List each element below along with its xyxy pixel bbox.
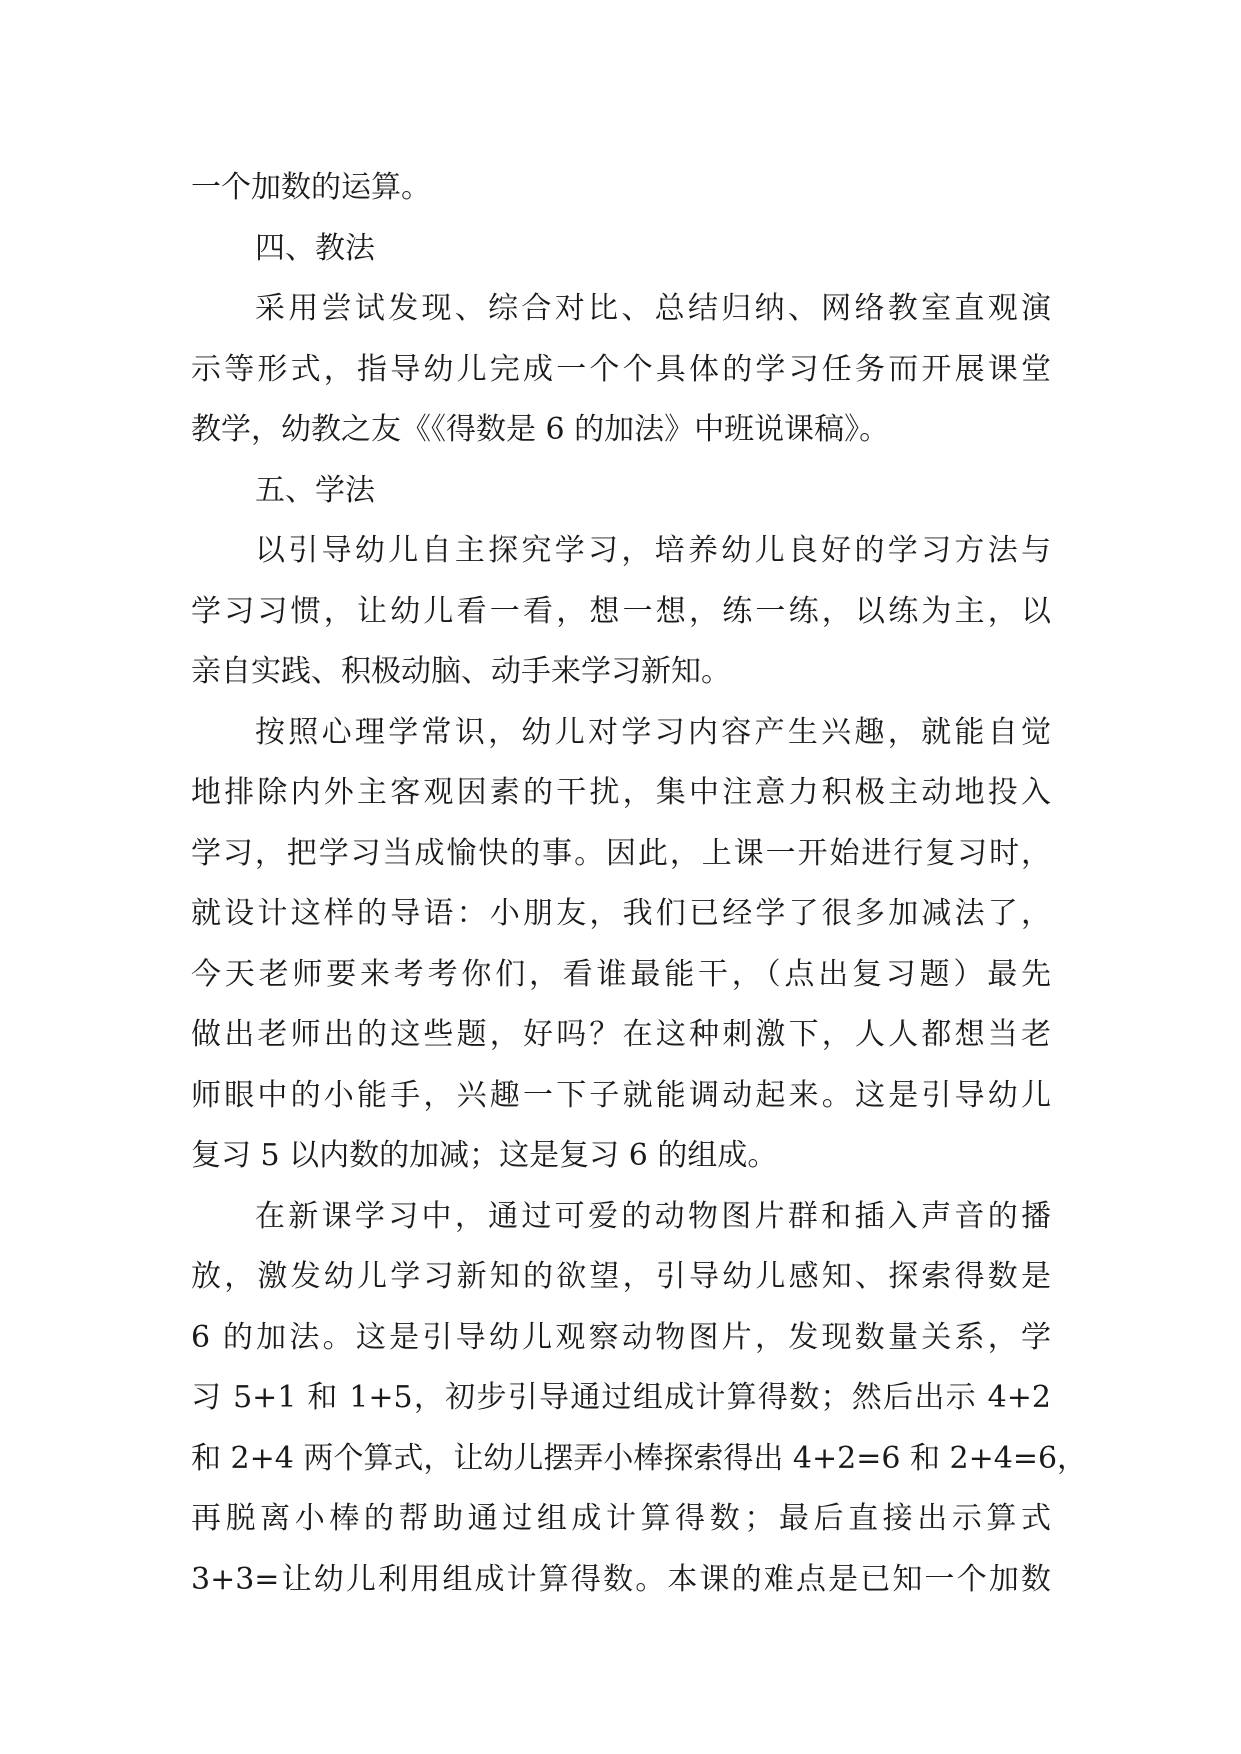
- text-line: 教学，幼教之友《《得数是 6 的加法》中班说课稿》。: [191, 412, 890, 447]
- text-line: 3+3=让幼儿利用组成计算得数。本课的难点是已知一个加数: [191, 1561, 1051, 1597]
- text-line: 再脱离小棒的帮助通过组成计算得数；最后直接出示算式: [191, 1501, 1051, 1536]
- text-line: 师眼中的小能手，兴趣一下子就能调动起来。这是引导幼儿: [191, 1077, 1051, 1113]
- text-line: 以引导幼儿自主探究学习，培养幼儿良好的学习方法与: [255, 533, 1051, 568]
- text-line: 习 5+1 和 1+5，初步引导通过组成计算得数；然后出示 4+2: [191, 1380, 1051, 1415]
- text-line: 和 2+4 两个算式，让幼儿摆弄小棒探索得出 4+2=6 和 2+4=6，: [191, 1440, 1088, 1476]
- text-line: 按照心理学常识，幼儿对学习内容产生兴趣，就能自觉: [255, 714, 1051, 750]
- section-heading-learning-method: 五、学法: [255, 472, 375, 508]
- text-line: 今天老师要来考考你们，看谁最能干，（点出复习题）最先: [191, 956, 1051, 992]
- text-line: 一个加数的运算。: [191, 170, 431, 205]
- section-heading-teaching-method: 四、教法: [255, 230, 375, 266]
- text-line: 采用尝试发现、综合对比、总结归纳、网络教室直观演: [255, 291, 1051, 326]
- text-line: 6 的加法。这是引导幼儿观察动物图片，发现数量关系，学: [191, 1319, 1051, 1355]
- text-line: 学习，把学习当成愉快的事。因此，上课一开始进行复习时，: [191, 835, 1051, 871]
- text-line: 学习习惯，让幼儿看一看，想一想，练一练，以练为主，以: [191, 593, 1051, 629]
- text-line: 亲自实践、积极动脑、动手来学习新知。: [191, 654, 731, 689]
- text-line: 示等形式，指导幼儿完成一个个具体的学习任务而开展课堂: [191, 351, 1051, 387]
- text-line: 复习 5 以内数的加减；这是复习 6 的组成。: [191, 1138, 778, 1173]
- text-line: 就设计这样的导语：小朋友，我们已经学了很多加减法了，: [191, 896, 1051, 931]
- document-body: [191, 158, 1088, 1610]
- text-line: 地排除内外主客观因素的干扰，集中注意力积极主动地投入: [191, 775, 1051, 810]
- text-line: 放，激发幼儿学习新知的欲望，引导幼儿感知、探索得数是: [191, 1259, 1051, 1294]
- text-line: 做出老师出的这些题，好吗？在这种刺激下，人人都想当老: [191, 1017, 1051, 1052]
- text-line: 在新课学习中，通过可爱的动物图片群和插入声音的播: [255, 1198, 1051, 1234]
